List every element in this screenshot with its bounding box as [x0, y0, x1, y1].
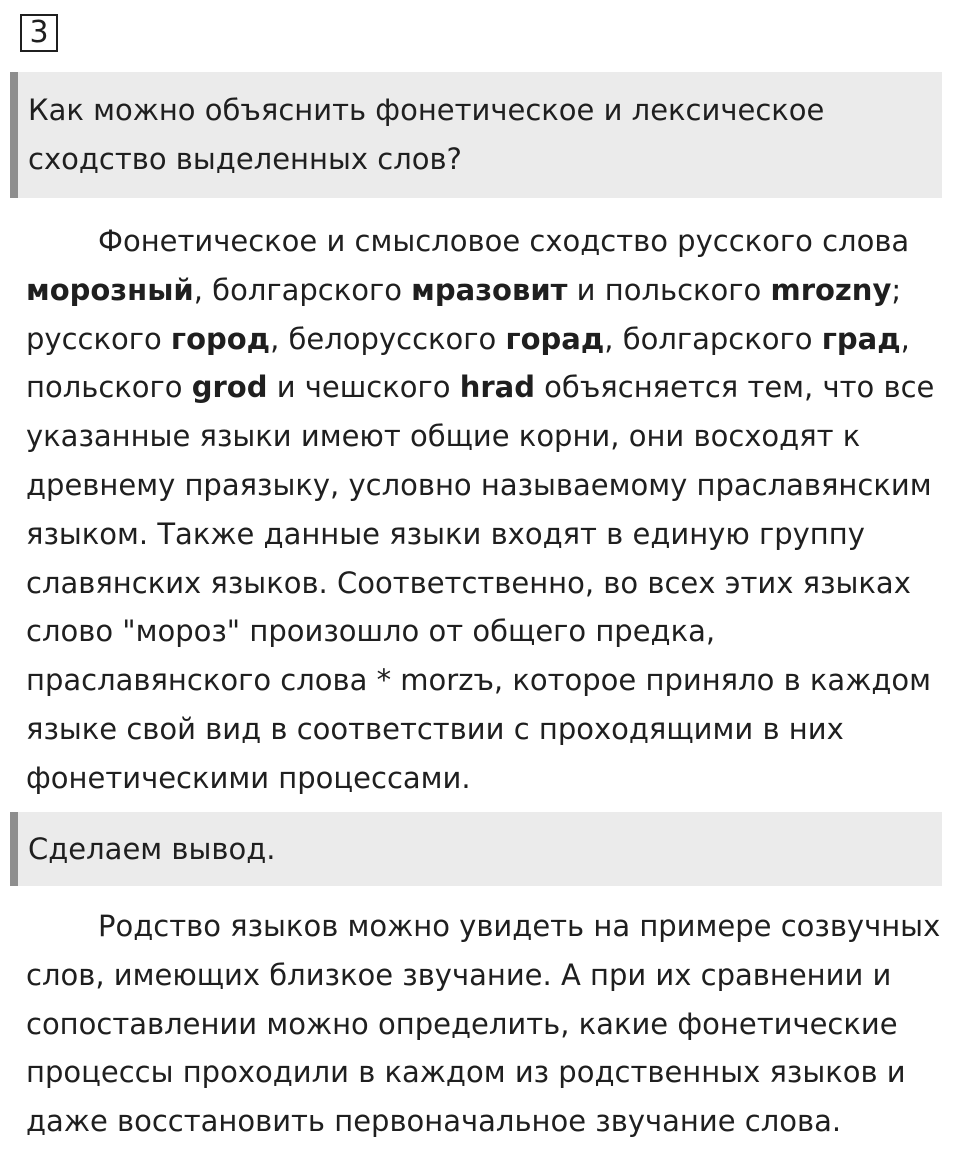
highlighted-word: grod	[191, 370, 268, 405]
answer-text: объясняется тем, что все указанные языки имеют общие корни, они восходят к древнему праязыку, условно называемому праславянским языком. Также данные языки входят в единую группу славянских языков. Соответственно, во всех этих языках слово "мороз" произошло от общего предка, праславянского слова * morzъ, которое приняло в каждом языке свой вид в соответствии с проходящими в них фонетическими процессами.	[26, 370, 935, 795]
answer-text: , польского	[26, 321, 910, 405]
highlighted-word: mrozny	[770, 272, 892, 307]
highlighted-word: горад	[505, 321, 605, 356]
answer-paragraph	[26, 217, 948, 803]
conclusion-box	[10, 812, 942, 886]
answer-text: и чешского	[267, 370, 460, 405]
task-number-badge: 3	[20, 14, 58, 52]
answer-text: и польского	[567, 272, 771, 307]
answer-text: , болгарского	[604, 321, 822, 356]
highlighted-word: морозный	[26, 272, 194, 307]
answer-text: , белорусского	[270, 321, 506, 356]
answer-text: Фонетическое и смысловое сходство русского слова	[98, 224, 910, 258]
answer-text: ; русского	[26, 272, 902, 356]
question-box	[10, 72, 942, 198]
highlighted-word: город	[170, 321, 271, 356]
highlighted-word: hrad	[459, 370, 535, 405]
answer-text: , болгарского	[193, 272, 412, 307]
conclusion-heading: Сделаем вывод.	[28, 832, 276, 866]
highlighted-word: мразовит	[411, 272, 568, 307]
conclusion-paragraph: Родство языков можно увидеть на примере созвучных слов, имеющих близкое звучание. А при их сравнении и сопоставлении можно определить, какие фонетические процессы проходили в каждом из родственных языков и даже восстановить первоначальное звучание слова.	[26, 909, 941, 1139]
highlighted-word: град	[821, 321, 901, 356]
question-text: Как можно объяснить фонетическое и лексическое сходство выделенных слов?	[28, 93, 825, 176]
